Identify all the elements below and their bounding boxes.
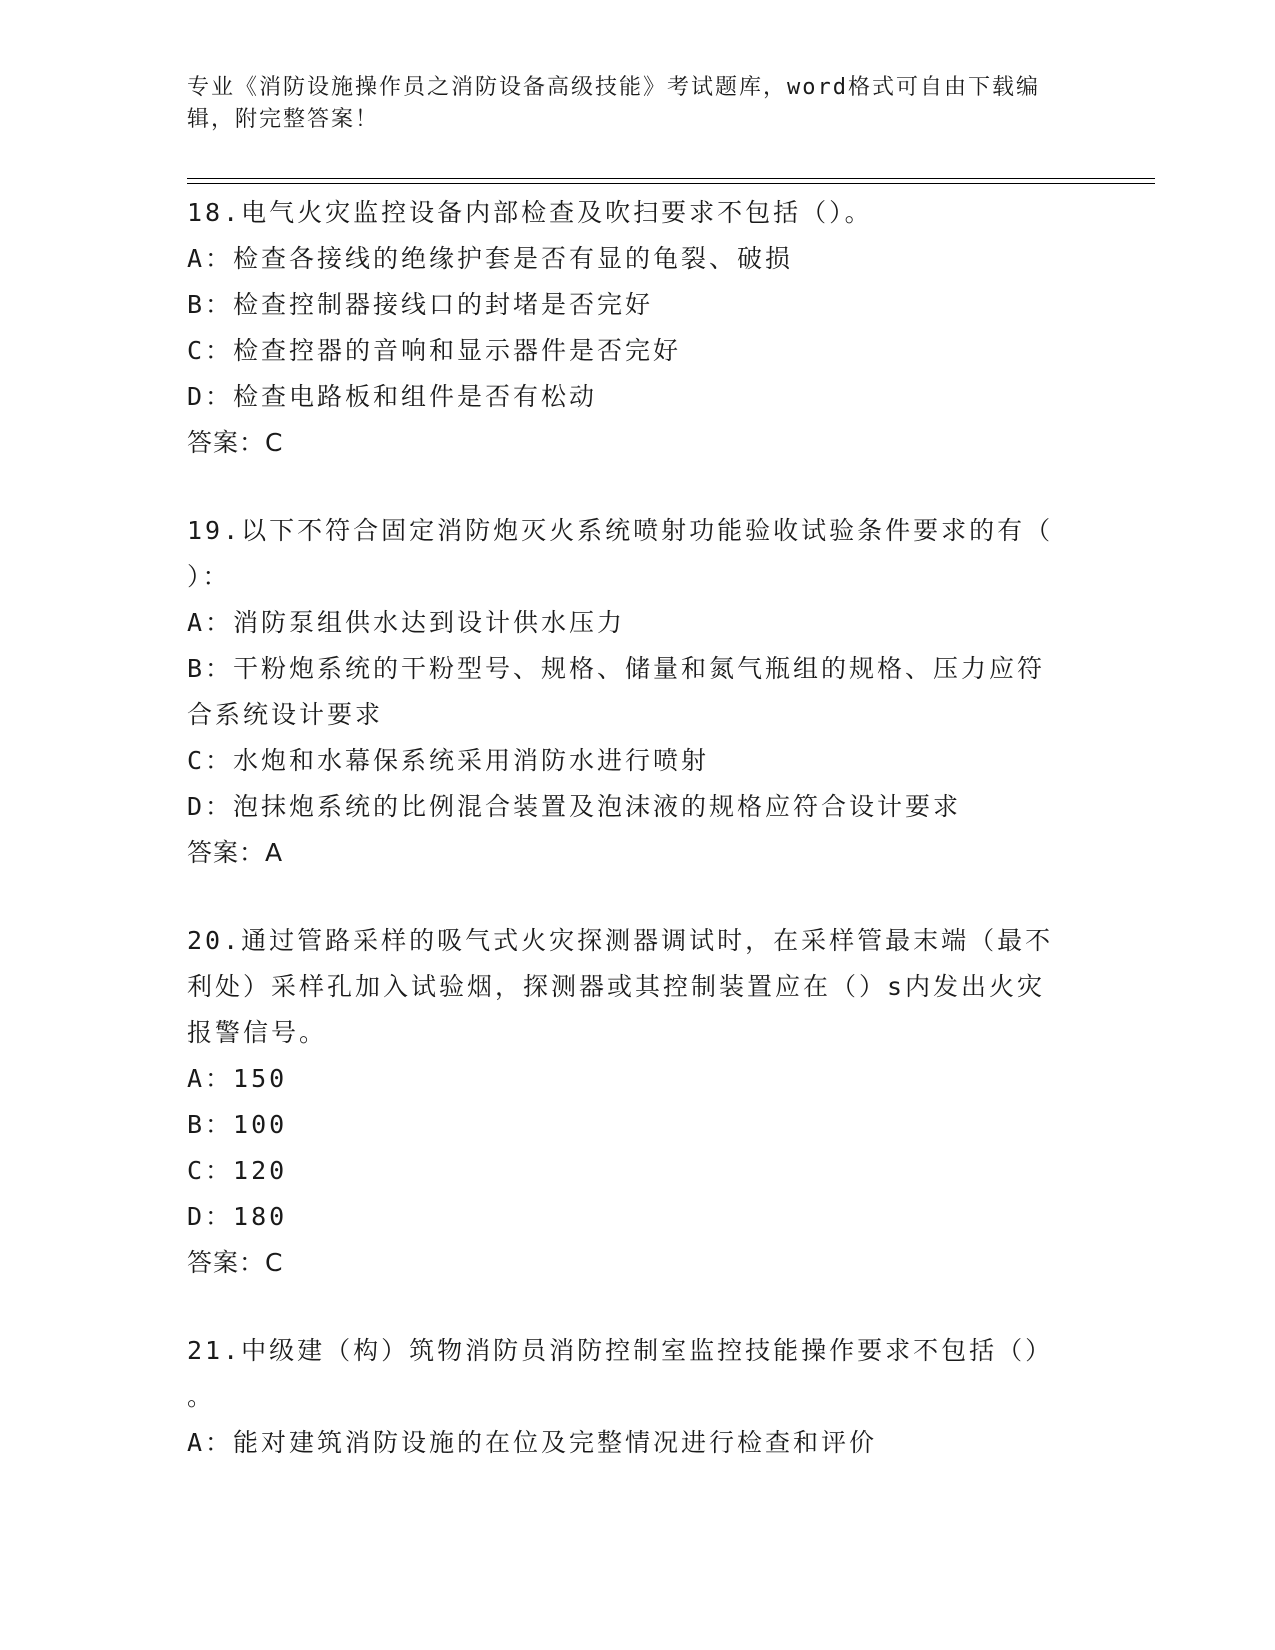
option-line: C：120: [187, 1156, 288, 1185]
document-intro: [187, 72, 1067, 136]
option-line: D：泡抹炮系统的比例混合装置及泡沫液的规格应符合设计要求: [187, 792, 962, 821]
answer-line: 答案：C: [187, 428, 284, 457]
answer-line: 答案：C: [187, 1248, 284, 1277]
intro-line-2: 辑，附完整答案！: [187, 107, 380, 132]
option-line: A：检查各接线的绝缘护套是否有显的龟裂、破损: [187, 244, 794, 273]
option-line: D：检查电路板和组件是否有松动: [187, 382, 598, 411]
option-line: A：消防泵组供水达到设计供水压力: [187, 608, 626, 637]
option-line: B：干粉炮系统的干粉型号、规格、储量和氮气瓶组的规格、压力应符: [187, 654, 1046, 683]
answer-line: 答案：A: [187, 838, 284, 867]
intro-line-1: 专业《消防设施操作员之消防设备高级技能》考试题库，word格式可自由下载编: [187, 75, 1040, 100]
question-spacer: [187, 876, 1087, 918]
option-line: D：180: [187, 1202, 288, 1231]
option-line: 合系统设计要求: [187, 700, 384, 729]
question-block: [187, 918, 1087, 1328]
question-stem-line: 21.中级建（构）筑物消防员消防控制室监控技能操作要求不包括（）: [187, 1336, 1054, 1365]
question-list: [187, 190, 1087, 1466]
option-line: C：水炮和水幕保系统采用消防水进行喷射: [187, 746, 710, 775]
question-block: [187, 508, 1087, 918]
option-line: B：100: [187, 1110, 288, 1139]
question-spacer: [187, 466, 1087, 508]
header-divider-top: [187, 178, 1155, 179]
question-stem-line: ）：: [187, 562, 231, 591]
option-line: A：能对建筑消防设施的在位及完整情况进行检查和评价: [187, 1428, 878, 1457]
question-spacer: [187, 1286, 1087, 1328]
question-stem-line: 。: [187, 1382, 216, 1411]
question-stem-line: 18.电气火灾监控设备内部检查及吹扫要求不包括（）。: [187, 198, 873, 227]
question-stem-line: 19.以下不符合固定消防炮灭火系统喷射功能验收试验条件要求的有（: [187, 516, 1054, 545]
question-stem-line: 20.通过管路采样的吸气式火灾探测器调试时，在采样管最末端（最不: [187, 926, 1054, 955]
option-line: B：检查控制器接线口的封堵是否完好: [187, 290, 654, 319]
option-line: C：检查控器的音响和显示器件是否完好: [187, 336, 682, 365]
option-line: A：150: [187, 1064, 288, 1093]
header-divider-bottom: [187, 183, 1155, 184]
question-stem-line: 报警信号。: [187, 1018, 328, 1047]
question-block: [187, 1328, 1087, 1466]
question-stem-line: 利处）采样孔加入试验烟，探测器或其控制装置应在（）s内发出火灾: [187, 972, 1046, 1001]
question-block: [187, 190, 1087, 508]
